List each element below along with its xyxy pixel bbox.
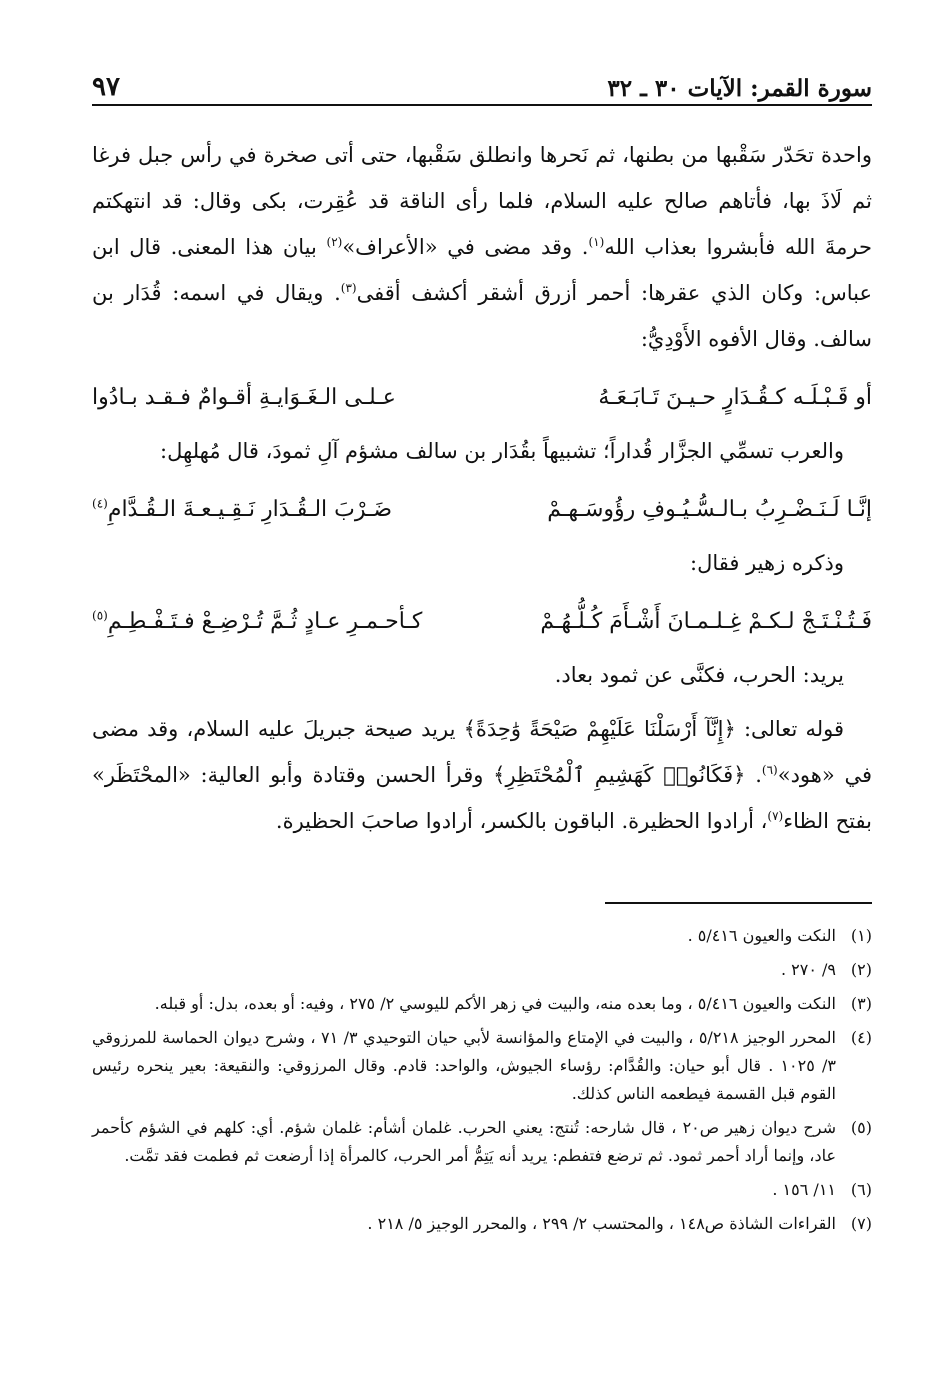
verse-3-second-text: كـأحـمـرِ عـادٍ ثُـمَّ تُـرْضِـعْ فـتَـفْـطِـمِ — [107, 609, 423, 634]
footnote-ref-3: (٣) — [340, 281, 357, 295]
paragraph-5-part-b: . ﴿فَكَانُوا۟ كَهَشِيمِ ٱلْمُحْتَظِرِ﴾ وقرأ الحسن وقتادة وأبو العالية: «المحْتَظَر» بفتح الظاء — [92, 763, 872, 833]
footnote-5 — [92, 1114, 872, 1170]
paragraph-3: وذكره زهير فقال: — [690, 551, 844, 575]
footnote-ref-1: (١) — [588, 235, 605, 249]
verse-1-second-hemistich — [92, 370, 459, 426]
footnote-number: (٢) — [850, 960, 872, 979]
paragraph-5-part-a: قوله تعالى: ﴿إِنَّآ أَرْسَلْنَا عَلَيْهِمْ صَيْحَةً وَٰحِدَةً﴾ يريد صيحة جبريلَ عليه السلام، وقد مضى في «هود» — [92, 717, 872, 787]
page-header — [92, 58, 872, 102]
footnote-ref-6: (٦) — [761, 763, 778, 777]
paragraph-1-part-c: بيان هذا المعنى. قال ابن عباس: وكان الذي عقرها: أحمر أزرق أشقر أكشف أقفى — [92, 235, 873, 305]
footnote-number: (٧) — [850, 1214, 872, 1233]
footnote-text: القراءات الشاذة ص١٤٨ ، والمحتسب ٢/ ٢٩٩ ، والمحرر الوجيز ٥/ ٢١٨ . — [367, 1214, 836, 1233]
footnote-4 — [92, 1024, 872, 1108]
footnote-text: ٩/ ٢٧٠ . — [780, 960, 836, 979]
paragraph-5-part-c: ، أرادوا الحظيرة. الباقون بالكسر، أرادوا صاحبَ الحظيرة. — [275, 809, 768, 833]
footnote-number: (٦) — [850, 1180, 872, 1199]
verse-1-second-text: عـلـى الـغَـوَايـةِ أقـوامٌ فـقـد بـادُوا — [92, 385, 396, 410]
footnote-number: (٤) — [850, 1028, 872, 1047]
paragraph-4: يريد: الحرب، فكنَّى عن ثمود بعاد. — [554, 663, 844, 687]
verse-3 — [92, 594, 872, 650]
footnote-7 — [92, 1210, 872, 1238]
footnote-number: (٥) — [850, 1118, 872, 1137]
paragraph-1-part-b: . وقد مضى في «الأعراف» — [342, 235, 589, 259]
footnote-ref-5: (٥) — [92, 608, 108, 623]
footnote-number: (٣) — [850, 994, 872, 1013]
header-rule — [92, 104, 872, 106]
footnote-1 — [92, 922, 872, 950]
footnote-text: النكت والعيون ٥/٤١٦ ، وما بعده منه، والبيت في زهر الأكم لليوسي ٢/ ٢٧٥ ، وفيه: أو بعده، بدل: أو قبله. — [154, 994, 836, 1013]
page-number: ٩٧ — [92, 72, 120, 102]
paragraph-5 — [92, 706, 872, 844]
footnote-text: ١١/ ١٥٦ . — [772, 1180, 836, 1199]
verse-2-second-text: ضَـرْبَ الـقُـدَارِ نَـقِـيـعـةَ الـقُـدَّامِ — [107, 497, 393, 522]
verse-3-second-hemistich — [92, 594, 459, 650]
paragraph-1-part-a: واحدة تحَدّر سَقْبها من بطنها، ثم نَحرها وانطلق سَقْبها، حتى أتى صخرة في رأس جبل فرغا ثم لَاذَ بها، فأتاهم صالح عليه السلام، فلما رأى الناقة قد عُقِرت، بكى وقال: قد انتهكتم حرمةَ الله فأبشروا بعذاب الله — [92, 143, 872, 259]
paragraph-1 — [92, 132, 872, 362]
verse-1-first-hemistich: أو قَـبْـلَـه كـقُـدَارٍ حـيـنَ تَـابَـعَـهُ — [598, 385, 872, 410]
verse-2-first-hemistich: إنَّـا لَـنَـضْـرِبُ بـالـسُّـيُـوفِ رؤُوسَـهـمْ — [547, 497, 872, 522]
running-title: سورة القمر: الآيات ٣٠ ـ ٣٢ — [607, 75, 872, 102]
footnotes — [92, 922, 872, 1244]
footnote-text: النكت والعيون ٥/٤١٦ . — [687, 926, 836, 945]
verse-2 — [92, 482, 872, 538]
paragraph-2: والعرب تسمِّي الجزَّار قُداراً؛ تشبيهاً بقُدَار بن سالف مشؤم آلِ ثمودَ، قال مُهلهِل: — [160, 439, 844, 463]
verse-1 — [92, 370, 872, 426]
footnote-2 — [92, 956, 872, 984]
footnote-text: شرح ديوان زهير ص٢٠ ، قال شارحه: تُنتج: يعني الحرب. غلمان أشأم: غلمان شؤم. أي: كلهم في الشؤم كأحمر عاد، وإنما أراد أحمر ثمود. ثم ترضع فتفطم: يريد أنه يَتِمُّ أمر الحرب، كالمرأة إذا أرضعت ثم فطمت فقد تمَّت. — [92, 1118, 836, 1165]
verse-2-second-hemistich — [92, 482, 459, 538]
footnote-number: (١) — [850, 926, 872, 945]
footnote-ref-7: (٧) — [767, 809, 784, 823]
verse-3-first-hemistich: فَـتُـنْـتَـجْ لـكـمْ غِـلـمـانَ أَشْـأَمَ كُـلُّـهُـمْ — [540, 609, 872, 634]
footnote-rule — [605, 902, 872, 904]
footnote-3 — [92, 990, 872, 1018]
paragraph-1-part-d: . ويقال في اسمه: قُدَار بن سالف. وقال الأفوه الأَوْدِيُّ: — [92, 281, 872, 351]
footnote-ref-2: (٢) — [326, 235, 343, 249]
footnote-ref-4: (٤) — [92, 496, 108, 511]
main-text — [92, 132, 872, 852]
footnote-6 — [92, 1176, 872, 1204]
footnote-text: المحرر الوجيز ٥/٢١٨ ، والبيت في الإمتاع والمؤانسة لأبي حيان التوحيدي ٣/ ٧١ ، وشرح ديوان الحماسة للمرزوقي ٣/ ١٠٢٥ . قال أبو حيان: والقُدَّام: رؤساء الجيوش، والواحد: قادم. وقال المرزوقي: والنقيعة: بعير ينحره رئيس القوم قبل القسمة فيطعمه الناس كذلك. — [92, 1028, 836, 1103]
